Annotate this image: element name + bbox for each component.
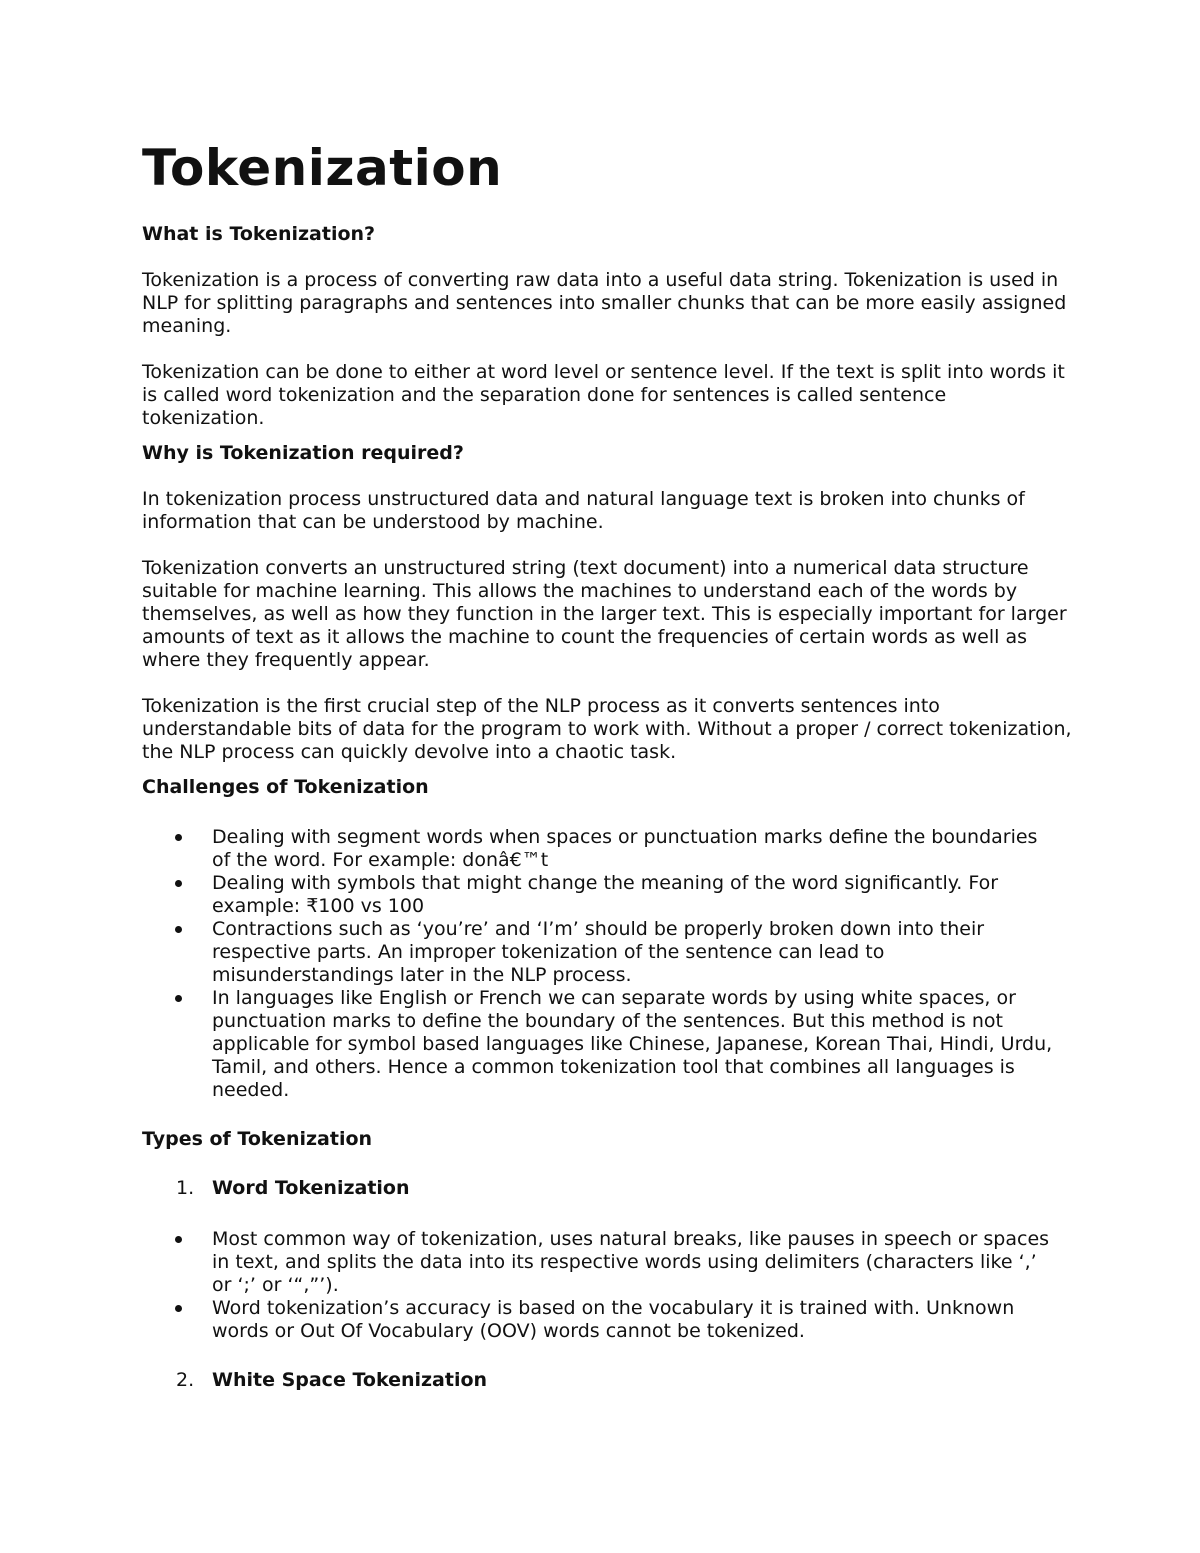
list-item-text: In languages like English or French we can separate words by using white spaces, or punctuation marks to define the boundary of the sentences. But this method is not applicable for symbol based languages like Chinese, Japanese, Korean Thai, Hindi, Urdu, Tamil, and others. Hence a common tokenization tool that combines all languages is needed. [212,987,1053,1101]
list-item-text: Contractions such as ‘you’re’ and ‘I’m’ should be properly broken down into their respective parts. An improper tokenization of the sentence can lead to misunderstandings later in the NLP process. [212,918,985,986]
heading-challenges: Challenges of Tokenization [142,776,429,798]
list-item-text: Dealing with symbols that might change the meaning of the word significantly. For example: ₹100 vs 100 [212,872,999,917]
item-label: White Space Tokenization [212,1369,488,1391]
paragraph-why-3: Tokenization is the first crucial step of the NLP process as it converts sentences into understandable bits of data for the program to work with. Without a proper / correct tokenization, the NLP process can quickly devolve into a chaotic task. [142,695,1072,763]
heading-what-is-tokenization: What is Tokenization? [142,223,376,245]
list-item-text: Dealing with segment words when spaces or punctuation marks define the boundaries of the word. For example: donâ€™t [212,826,1038,871]
list-item-text: Most common way of tokenization, uses natural breaks, like pauses in speech or spaces in text, and splits the data into its respective words using delimiters (characters like ‘,’ or ‘;’ or ‘“,”’). [212,1228,1050,1296]
item-number: 1. [176,1177,195,1199]
paragraph-why-2: Tokenization converts an unstructured string (text document) into a numerical data structure suitable for machine learning. This allows the machines to understand each of the words by themselves, as well as how they function in the larger text. This is especially important for larger amounts of text as it allows the machine to count the frequencies of certain words as well as where they frequently appear. [142,557,1067,671]
list-item-text: Word tokenization’s accuracy is based on the vocabulary it is trained with. Unknown words or Out Of Vocabulary (OOV) words cannot be tokenized. [212,1297,1015,1342]
item-label: Word Tokenization [212,1177,410,1199]
item-number: 2. [176,1369,195,1391]
paragraph-what-1: Tokenization is a process of converting raw data into a useful data string. Tokenization is used in NLP for splitting paragraphs and sentences into smaller chunks that can be more easily assigned meaning. [142,269,1067,337]
heading-types: Types of Tokenization [142,1128,373,1150]
heading-why-required: Why is Tokenization required? [142,442,464,464]
paragraph-why-1: In tokenization process unstructured data and natural language text is broken into chunks of information that can be understood by machine. [142,488,1025,533]
paragraph-what-2: Tokenization can be done to either at word level or sentence level. If the text is split into words it is called word tokenization and the separation done for sentences is called sentence tokenization. [142,361,1065,429]
document-title: Tokenization [142,139,503,197]
